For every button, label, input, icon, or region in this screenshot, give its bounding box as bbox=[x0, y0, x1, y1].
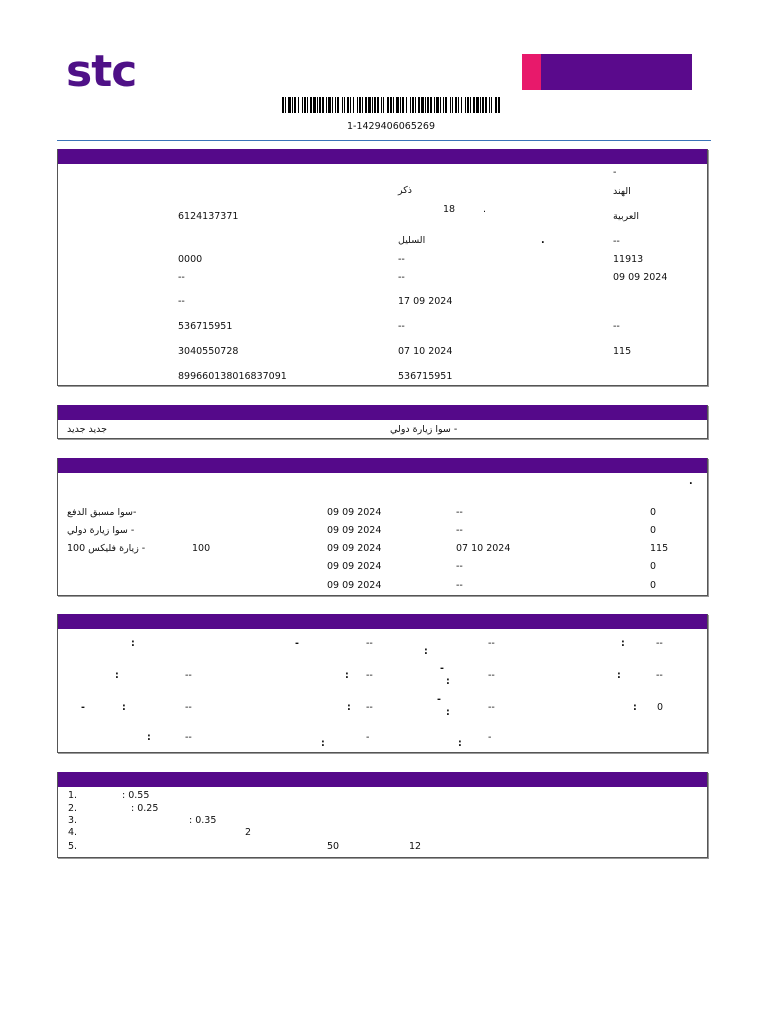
note-number: 3. bbox=[68, 815, 78, 826]
postal-code: 11913 bbox=[613, 254, 644, 265]
note-text: : 0.25 bbox=[131, 803, 159, 814]
field-value: -- bbox=[656, 670, 663, 681]
s1-r0-right: - bbox=[613, 167, 617, 178]
note-text: 12 bbox=[409, 841, 422, 852]
field-value: 0 bbox=[657, 702, 664, 713]
note-number: 2. bbox=[68, 803, 78, 814]
s1-r9-right: 115 bbox=[613, 346, 632, 357]
note-number: 4. bbox=[68, 827, 78, 838]
field-dash: - bbox=[295, 638, 299, 649]
field-colon: : bbox=[147, 732, 151, 743]
field-value: -- bbox=[366, 638, 373, 649]
barcode bbox=[282, 97, 500, 113]
s1-r9-middle: 07 10 2024 bbox=[398, 346, 453, 357]
service-qty: 100 bbox=[192, 543, 211, 554]
s1-r4-dot: . bbox=[541, 235, 545, 246]
service-end: -- bbox=[456, 561, 463, 572]
field-colon: : bbox=[458, 738, 462, 749]
s1-r6-left: -- bbox=[178, 272, 185, 283]
activation-date: 09 09 2024 bbox=[613, 272, 668, 283]
note-text: : 0.35 bbox=[189, 815, 217, 826]
s1-r2-num: 18 bbox=[443, 204, 456, 215]
field-value: -- bbox=[488, 638, 495, 649]
service-end: 07 10 2024 bbox=[456, 543, 511, 554]
field-value: - bbox=[488, 732, 492, 743]
note-number: 1. bbox=[68, 790, 78, 801]
service-name: - سوا زيارة دولي bbox=[67, 525, 135, 536]
service-start: 09 09 2024 bbox=[327, 580, 382, 591]
services-dot: . bbox=[689, 476, 693, 487]
language-value: العربية bbox=[613, 211, 639, 222]
field-value: - bbox=[366, 732, 370, 743]
service-start: 09 09 2024 bbox=[327, 543, 382, 554]
id-number: 6124137371 bbox=[178, 211, 239, 222]
services-panel bbox=[57, 458, 708, 596]
header-divider bbox=[57, 140, 711, 141]
field-colon: : bbox=[321, 738, 325, 749]
field-colon: : bbox=[345, 670, 349, 681]
field-dash: - bbox=[440, 663, 444, 674]
service-start: 09 09 2024 bbox=[327, 525, 382, 536]
details-panel bbox=[57, 614, 708, 753]
note-text: 2 bbox=[245, 827, 252, 838]
service-end: -- bbox=[456, 580, 463, 591]
service-amount: 0 bbox=[650, 507, 657, 518]
plan-header bbox=[58, 405, 707, 420]
field-value: -- bbox=[488, 670, 495, 681]
field-value: -- bbox=[185, 732, 192, 743]
brand-bar bbox=[522, 54, 692, 90]
field-colon: : bbox=[115, 670, 119, 681]
plan-name: - سوا زيارة دولي bbox=[390, 424, 458, 435]
customer-info-panel bbox=[57, 149, 708, 386]
s1-r7-left: -- bbox=[178, 296, 185, 307]
field-value: -- bbox=[656, 638, 663, 649]
nationality-value: الهند bbox=[613, 186, 631, 197]
s1-r2-dot: . bbox=[483, 204, 487, 215]
service-start: 09 09 2024 bbox=[327, 561, 382, 572]
note-text: 50 bbox=[327, 841, 340, 852]
field-colon: : bbox=[621, 638, 625, 649]
brand-accent bbox=[522, 54, 541, 90]
field-value: -- bbox=[488, 702, 495, 713]
s1-r9-left: 3040550728 bbox=[178, 346, 239, 357]
service-name: -سوا مسبق الدفع bbox=[67, 507, 137, 518]
s1-r5-left: 0000 bbox=[178, 254, 203, 265]
field-value: -- bbox=[185, 702, 192, 713]
gender-value: ذكر bbox=[398, 185, 412, 196]
service-amount: 0 bbox=[650, 525, 657, 536]
s1-r7-middle: 17 09 2024 bbox=[398, 296, 453, 307]
field-colon: : bbox=[617, 670, 621, 681]
s1-r8-left: 536715951 bbox=[178, 321, 233, 332]
notes-panel bbox=[57, 772, 708, 858]
field-value: -- bbox=[366, 670, 373, 681]
service-end: -- bbox=[456, 507, 463, 518]
service-start: 09 09 2024 bbox=[327, 507, 382, 518]
service-amount: 0 bbox=[650, 580, 657, 591]
s1-r6-middle: -- bbox=[398, 272, 405, 283]
s1-r4-right: -- bbox=[613, 236, 620, 247]
field-colon: : bbox=[446, 676, 450, 687]
s1-r5-middle: -- bbox=[398, 254, 405, 265]
service-name: - زيارة فليكس 100 bbox=[67, 543, 146, 554]
s1-r10-middle: 536715951 bbox=[398, 371, 453, 382]
field-value: -- bbox=[185, 670, 192, 681]
field-colon: : bbox=[446, 707, 450, 718]
field-colon: : bbox=[347, 702, 351, 713]
field-colon: : bbox=[131, 638, 135, 649]
field-dash: - bbox=[81, 702, 85, 713]
field-colon: : bbox=[633, 702, 637, 713]
field-colon: : bbox=[122, 702, 126, 713]
plan-panel bbox=[57, 405, 708, 439]
barcode-number: 1-1429406065269 bbox=[346, 121, 436, 132]
note-number: 5. bbox=[68, 841, 78, 852]
s1-r8-middle: -- bbox=[398, 321, 405, 332]
service-amount: 0 bbox=[650, 561, 657, 572]
stc-logo: stc bbox=[66, 46, 137, 97]
plan-type: جديد جديد bbox=[67, 424, 107, 435]
details-header bbox=[58, 614, 707, 629]
field-value: -- bbox=[366, 702, 373, 713]
service-end: -- bbox=[456, 525, 463, 536]
sim-number: 899660138016837091 bbox=[178, 371, 287, 382]
city-value: السليل bbox=[398, 235, 426, 246]
notes-header bbox=[58, 772, 707, 787]
field-dash: - bbox=[437, 694, 441, 705]
s1-r8-right: -- bbox=[613, 321, 620, 332]
service-amount: 115 bbox=[650, 543, 669, 554]
customer-info-header bbox=[58, 149, 707, 164]
note-text: : 0.55 bbox=[122, 790, 150, 801]
field-colon: : bbox=[424, 646, 428, 657]
services-header bbox=[58, 458, 707, 473]
